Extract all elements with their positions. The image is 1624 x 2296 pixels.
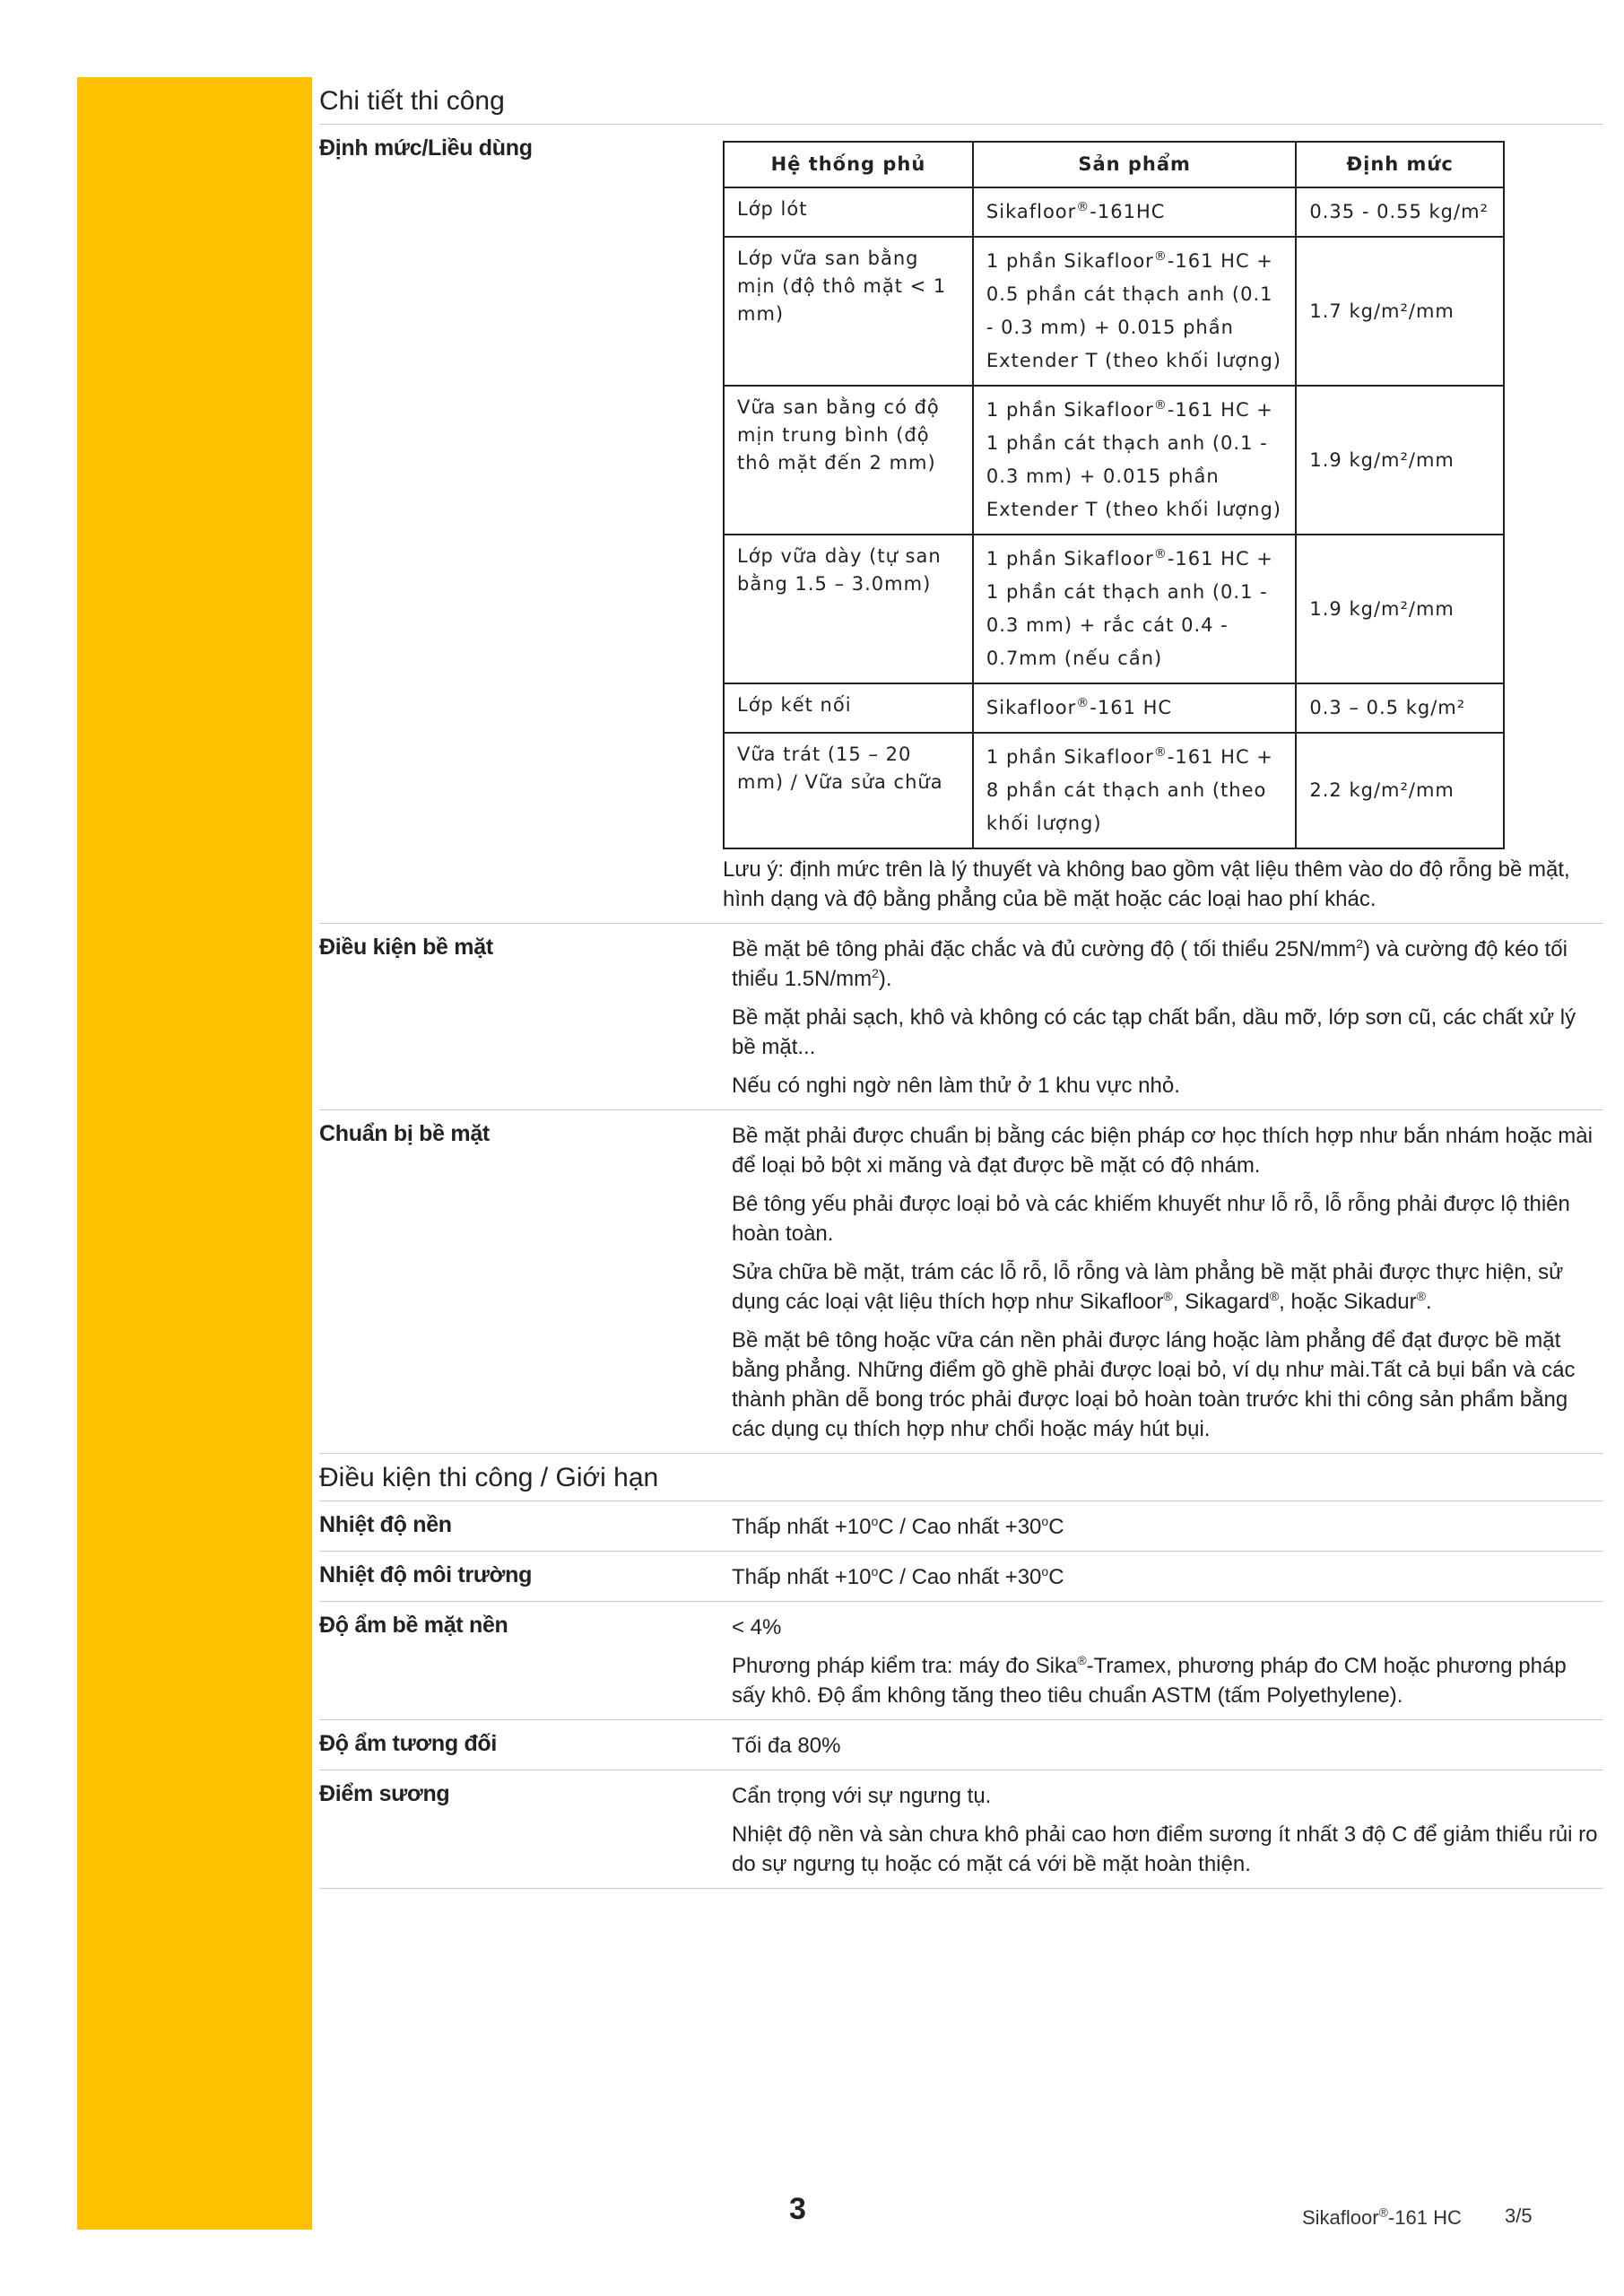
dosage-table-row: [724, 237, 1504, 386]
footer-product-name: Sikafloor®-161 HC: [1302, 2205, 1462, 2229]
dosage-product: 1 phần Sikafloor®-161 HC + 1 phần cát thạch anh (0.1 - 0.3 mm) + 0.015 phần Extender T (theo khối lượng): [973, 386, 1296, 535]
dosage-rate: 0.3 – 0.5 kg/m²: [1296, 683, 1504, 733]
dosage-system: Vữa san bằng có độ mịn trung bình (độ thô mặt đến 2 mm): [724, 386, 973, 535]
conditions-list: [319, 1501, 1603, 1889]
paragraph: Cẩn trọng với sự ngưng tụ.: [732, 1784, 992, 1808]
condition-value: [732, 1562, 1603, 1592]
dosage-rate: 1.9 kg/m²/mm: [1296, 535, 1504, 683]
dosage-table-row: [724, 683, 1504, 733]
paragraph: Sửa chữa bề mặt, trám các lỗ rỗ, lỗ rỗng và làm phẳng bề mặt phải được thực hiện, sử dụng các loại vật liệu thích hợp như Sikafloor®, Sikagard®, hoặc Sikadur®.: [732, 1260, 1564, 1314]
dosage-table-row: [724, 386, 1504, 535]
condition-value: [732, 1731, 1603, 1761]
condition-label: Độ ẩm tương đối: [319, 1731, 498, 1756]
condition-row: [319, 1552, 1603, 1602]
surface-prep-text: [732, 1121, 1603, 1444]
paragraph: Bề mặt phải sạch, khô và không có các tạp chất bẩn, dầu mỡ, lớp sơn cũ, các chất xử lý bề mặt...: [732, 1005, 1576, 1059]
dosage-product: 1 phần Sikafloor®-161 HC + 1 phần cát thạch anh (0.1 - 0.3 mm) + rắc cát 0.4 - 0.7mm (nếu cần): [973, 535, 1296, 683]
footer-page-of: 3/5: [1505, 2205, 1533, 2227]
dosage-system: Vữa trát (15 – 20 mm) / Vữa sửa chữa: [724, 733, 973, 848]
header-system: Hệ thống phủ: [724, 142, 973, 187]
surface-prep-row: [319, 1110, 1603, 1454]
surface-prep-label: Chuẩn bị bề mặt: [319, 1121, 490, 1146]
paragraph: Bề mặt phải được chuẩn bị bằng các biện pháp cơ học thích hợp như bắn nhám hoặc mài để loại bỏ bột xi măng và đạt được bề mặt có độ nhám.: [732, 1124, 1593, 1178]
paragraph: Nhiệt độ nền và sàn chưa khô phải cao hơn điểm sương ít nhất 3 độ C để giảm thiểu rủi ro do sự ngưng tụ hoặc có mặt cá với bề mặt hoàn thiện.: [732, 1822, 1598, 1876]
surface-condition-label: Điều kiện bề mặt: [319, 935, 493, 960]
condition-label: Nhiệt độ nền: [319, 1512, 452, 1537]
condition-row: [319, 1602, 1603, 1720]
dosage-table-row: [724, 187, 1504, 237]
paragraph: Nếu có nghi ngờ nên làm thử ở 1 khu vực nhỏ.: [732, 1074, 1180, 1098]
paragraph: Bê tông yếu phải được loại bỏ và các khiếm khuyết như lỗ rỗ, lỗ rỗng phải được lộ thiên hoàn toàn.: [732, 1192, 1570, 1246]
condition-label: Điểm sương: [319, 1781, 450, 1806]
dosage-product: 1 phần Sikafloor®-161 HC + 8 phần cát thạch anh (theo khối lượng): [973, 733, 1296, 848]
dosage-rate: 1.7 kg/m²/mm: [1296, 237, 1504, 386]
dosage-system: Lớp vữa dày (tự san bằng 1.5 – 3.0mm): [724, 535, 973, 683]
paragraph: Thấp nhất $+10^oC$ / Cao nhất $+30^oC$: [732, 1564, 1064, 1589]
dosage-product: Sikafloor®-161 HC: [973, 683, 1296, 733]
paragraph: Tối đa 80%: [732, 1734, 841, 1758]
section-title-conditions: Điều kiện thi công / Giới hạn: [319, 1454, 1603, 1501]
dosage-row: [319, 125, 1603, 924]
condition-row: [319, 1501, 1603, 1552]
surface-condition-row: [319, 924, 1603, 1110]
dosage-system: Lớp vữa san bằng mịn (độ thô mặt < 1 mm): [724, 237, 973, 386]
header-rate: Định mức: [1296, 142, 1504, 187]
condition-label: Nhiệt độ môi trường: [319, 1562, 533, 1587]
dosage-product: 1 phần Sikafloor®-161 HC + 0.5 phần cát thạch anh (0.1 - 0.3 mm) + 0.015 phần Extender T (theo khối lượng): [973, 237, 1296, 386]
condition-label: Độ ẩm bề mặt nền: [319, 1613, 508, 1638]
header-product: Sản phẩm: [973, 142, 1296, 187]
condition-row: [319, 1770, 1603, 1889]
paragraph: Thấp nhất $+10^oC$ / Cao nhất $+30^oC$: [732, 1514, 1064, 1539]
surface-condition-text: [732, 935, 1603, 1100]
dosage-rate: 1.9 kg/m²/mm: [1296, 386, 1504, 535]
section-title-application: Chi tiết thi công: [319, 81, 1603, 125]
yellow-sidebar: [77, 77, 312, 2230]
dosage-note: Lưu ý: định mức trên là lý thuyết và không bao gồm vật liệu thêm vào do độ rỗng bề mặt, hình dạng và độ bằng phẳng của bề mặt hoặc các loại hao phí khác.: [723, 857, 1570, 911]
dosage-table-header: [724, 142, 1504, 187]
condition-row: [319, 1720, 1603, 1770]
dosage-rate: 2.2 kg/m²/mm: [1296, 733, 1504, 848]
paragraph: Bề mặt bê tông phải đặc chắc và đủ cường độ ( tối thiểu $25N/mm^2$) và cường độ kéo tối thiểu $1.5N/mm^2$).: [732, 936, 1568, 991]
dosage-product: Sikafloor®-161HC: [973, 187, 1296, 237]
paragraph: Phương pháp kiểm tra: máy đo Sika®-Tramex, phương pháp đo CM hoặc phương pháp sấy khô. Độ ẩm không tăng theo tiêu chuẩn ASTM (tấm Polyethylene).: [732, 1653, 1567, 1708]
condition-value: [732, 1613, 1603, 1710]
dosage-label: Định mức/Liều dùng: [319, 135, 533, 161]
dosage-table-row: [724, 733, 1504, 848]
dosage-system: Lớp lót: [724, 187, 973, 237]
footer-page-number: 3: [789, 2192, 806, 2226]
dosage-rate: 0.35 - 0.55 kg/m²: [1296, 187, 1504, 237]
page-content: [319, 81, 1603, 1889]
paragraph: Bề mặt bê tông hoặc vữa cán nền phải được láng hoặc làm phẳng để đạt được bề mặt bằng phẳng. Những điểm gồ ghề phải được loại bỏ, ví dụ như mài.Tất cả bụi bẩn và các thành phần dễ bong tróc phải được loại bỏ hoàn toàn trước khi thi công sản phẩm bằng các dụng cụ thích hợp như chổi hoặc máy hút bụi.: [732, 1328, 1576, 1441]
paragraph: < 4%: [732, 1615, 782, 1639]
condition-value: [732, 1512, 1603, 1542]
dosage-system: Lớp kết nối: [724, 683, 973, 733]
dosage-table-row: [724, 535, 1504, 683]
condition-value: [732, 1781, 1603, 1879]
dosage-table: [723, 141, 1505, 849]
